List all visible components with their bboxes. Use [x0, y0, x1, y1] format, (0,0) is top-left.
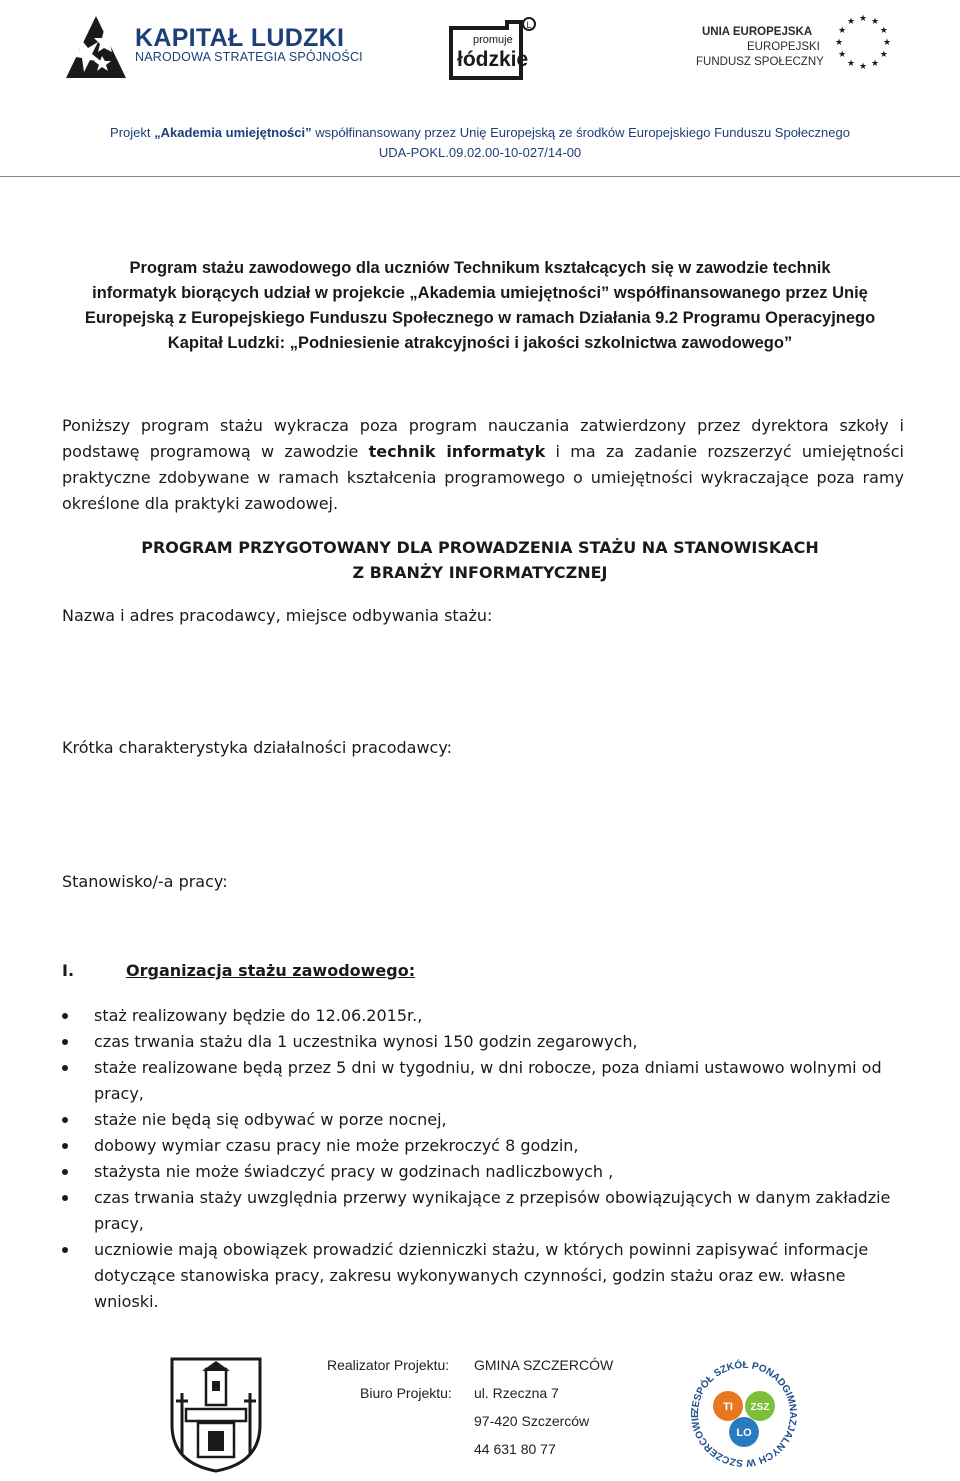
- list-item: staże nie będą się odbywać w porze nocnej,: [62, 1107, 902, 1133]
- bullet-icon: [62, 1195, 68, 1201]
- badge-lo: LO: [736, 1427, 752, 1439]
- project-code: UDA-POKL.09.02.00-10-027/14-00: [378, 145, 582, 160]
- lodzkie-logo: [445, 14, 537, 90]
- list-item: dobowy wymiar czasu pracy nie może przekroczyć 8 godzin,: [62, 1133, 902, 1159]
- coat-of-arms: [168, 1355, 264, 1473]
- eu-star-icon: ★: [882, 37, 892, 47]
- eu-flag: [832, 12, 894, 72]
- kapital-ludzki-logo: [58, 8, 134, 84]
- position-field-label: Stanowisko/-a pracy:: [62, 872, 228, 891]
- list-item: czas trwania stażu dla 1 uczestnika wynosi 150 godzin zegarowych,: [62, 1029, 902, 1055]
- biuro-label: Biuro Projektu:: [360, 1385, 452, 1401]
- document-title: Program stażu zawodowego dla uczniów Technikum kształcących się w zawodzie technik informatyk biorących udział w projekcie „Akademia umiejętności” współfinansowanego przez Unię Europejską z Europejskiego Funduszu Społecznego w ramach Działania 9.2 Programu Operacyjnego Kapitał Ludzki: „Podniesienie atrakcyjności i jakości szkolnictwa zawodowego”: [84, 259, 876, 352]
- section-heading: [62, 961, 415, 980]
- list-item: czas trwania staży uwzględnia przerwy wynikające z przepisów obowiązujących w danym zakładzie pracy,: [62, 1185, 902, 1237]
- activity-field-label: Krótka charakterystyka działalności pracodawcy:: [62, 738, 453, 757]
- badge-ti: TI: [723, 1401, 733, 1413]
- eu-line3: FUNDUSZ SPOŁECZNY: [696, 56, 824, 68]
- eu-stars-icon: [832, 12, 894, 72]
- employer-field-label: Nazwa i adres pracodawcy, miejsce odbywania stażu:: [62, 606, 493, 625]
- eu-star-icon: ★: [858, 61, 868, 71]
- section-title: Organizacja stażu zawodowego:: [126, 961, 416, 980]
- header-divider: [0, 176, 960, 177]
- eu-star-icon: ★: [870, 16, 880, 27]
- intro-bold: technik informatyk: [368, 442, 546, 461]
- section-number: I.: [62, 961, 75, 980]
- lodzkie-small-text: promuje: [473, 34, 513, 46]
- list-item: staże realizowane będą przez 5 dni w tygodniu, w dni robocze, poza dniami ustawowo wolnymi od pracy,: [62, 1055, 902, 1107]
- eu-star-icon: ★: [879, 49, 888, 59]
- eu-star-icon: ★: [879, 25, 888, 35]
- intro-paragraph: Poniższy program stażu wykracza poza program nauczania zatwierdzony przez dyrektora szkoły i podstawę programową w zawodzie technik informatyk i ma za zadanie rozszerzyć umiejętności praktyczne zdobywane w ramach kształcenia programowego o umiejętności wykraczające poza ramy określone dla praktyki zawodowej.: [62, 416, 904, 513]
- list-item: stażysta nie może świadczyć pracy w godzinach nadliczbowych ,: [62, 1159, 902, 1185]
- badge-zsz: ZSZ: [750, 1402, 770, 1413]
- eu-line1: UNIA EUROPEJSKA: [702, 26, 813, 38]
- bullet-icon: [62, 1169, 68, 1175]
- eu-star-icon: ★: [858, 13, 868, 23]
- kapital-ludzki-title: KAPITAŁ LUDZKI: [135, 24, 345, 52]
- bullet-icon: [62, 1143, 68, 1149]
- eu-star-icon: ★: [846, 57, 856, 68]
- program-heading: PROGRAM PRZYGOTOWANY DLA PROWADZENIA STAŻU NA STANOWISKACH Z BRANŻY INFORMATYCZNEJ: [141, 538, 819, 582]
- list-item: uczniowie mają obowiązek prowadzić dzienniczki stażu, w których powinni zapisywać informacje dotyczące stanowiska pracy, zakresu wykonywanych czynności, godzin stażu oraz ew. własne wnioski.: [62, 1237, 902, 1315]
- biuro-city: 97-420 Szczerców: [474, 1413, 590, 1429]
- project-description: Projekt „Akademia umiejętności” współfinansowany przez Unię Europejską ze środków Europejskiego Funduszu Społecznego: [110, 125, 850, 140]
- bullet-icon: [62, 1117, 68, 1123]
- biuro-phone: 44 631 80 77: [474, 1441, 556, 1457]
- realizator-value: GMINA SZCZERCÓW: [474, 1357, 614, 1373]
- project-name: „Akademia umiejętności”: [154, 125, 312, 140]
- biuro-street: ul. Rzeczna 7: [474, 1385, 559, 1401]
- school-badge-icon: [682, 1352, 806, 1476]
- eu-star-icon: ★: [846, 16, 856, 27]
- kapital-ludzki-emblem-icon: [58, 8, 134, 84]
- svg-text:L: L: [526, 20, 532, 30]
- lodzkie-main-text: łódzkie: [457, 48, 529, 71]
- bullet-icon: [62, 1247, 68, 1253]
- eu-star-icon: ★: [838, 25, 847, 35]
- list-item: staż realizowany będzie do 12.06.2015r.,: [62, 1003, 902, 1029]
- bullet-icon: [62, 1065, 68, 1071]
- svg-text:ZESPÓŁ SZKÓŁ PONADGIMNAZJALNYC: [690, 1358, 798, 1468]
- bullet-icon: [62, 1039, 68, 1045]
- organization-list: [62, 1003, 902, 1315]
- realizator-label: Realizator Projektu:: [327, 1357, 450, 1373]
- eu-star-icon: ★: [834, 37, 844, 47]
- bullet-icon: [62, 1013, 68, 1019]
- eu-star-icon: ★: [870, 57, 880, 68]
- eu-star-icon: ★: [838, 49, 847, 59]
- badge-ring-text: ZESPÓŁ SZKÓŁ PONADGIMNAZJALNYCH W SZCZERCOWIE: [689, 1359, 799, 1469]
- kapital-ludzki-subtitle: NARODOWA STRATEGIA SPÓJNOŚCI: [135, 50, 363, 64]
- school-badge: [682, 1352, 806, 1476]
- eu-line2: EUROPEJSKI: [747, 41, 820, 53]
- coat-of-arms-icon: [168, 1355, 264, 1473]
